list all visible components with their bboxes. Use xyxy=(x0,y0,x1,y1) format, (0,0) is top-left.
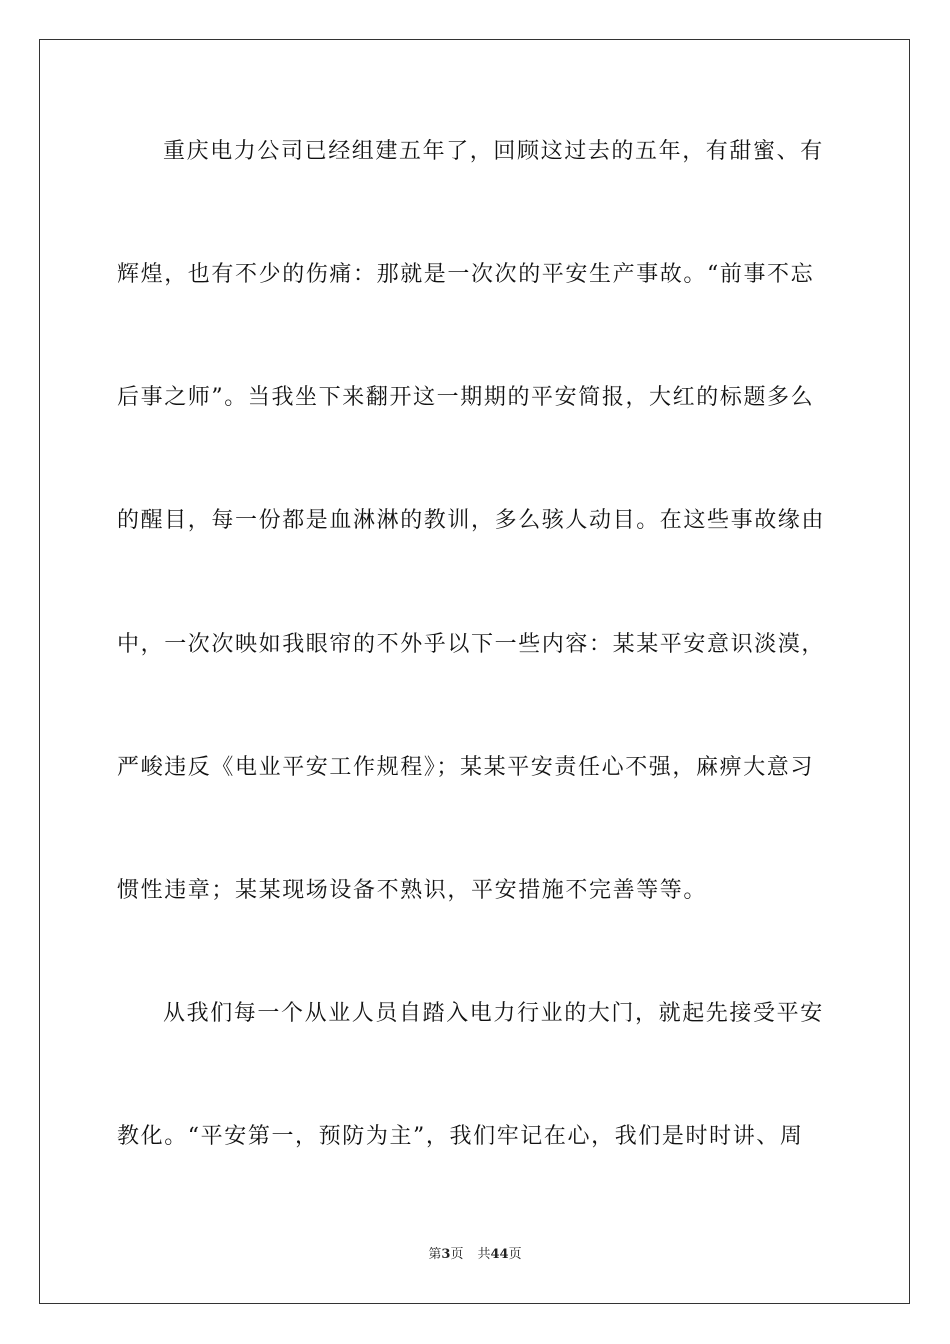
page-border xyxy=(39,39,910,1304)
text-line: 重庆电力公司已经组建五年了，回顾这过去的五年，有甜蜜、有 xyxy=(163,139,824,164)
text-line: 后事之师”。当我坐下来翻开这一期期的平安简报，大红的标题多么 xyxy=(117,385,815,410)
page-prefix: 第 xyxy=(428,1247,442,1262)
total-prefix: 共 xyxy=(477,1247,491,1262)
text-line: 惯性违章；某某现场设备不熟识，平安措施不完善等等。 xyxy=(117,878,708,903)
page-suffix: 页 xyxy=(450,1247,464,1262)
page-footer xyxy=(0,1247,950,1263)
page-number: 3 xyxy=(441,1247,451,1262)
text-line: 教化。“平安第一，预防为主”，我们牢记在心，我们是时时讲、周 xyxy=(117,1124,804,1149)
total-suffix: 页 xyxy=(508,1247,522,1262)
total-pages: 44 xyxy=(490,1247,509,1262)
text-line: 中，一次次映如我眼帘的不外乎以下一些内容：某某平安意识淡漠， xyxy=(117,632,826,657)
text-line: 严峻违反《电业平安工作规程》；某某平安责任心不强，麻痹大意习 xyxy=(117,755,815,780)
text-line: 从我们每一个从业人员自踏入电力行业的大门，就起先接受平安 xyxy=(163,1001,824,1026)
text-line: 的醒目，每一份都是血淋淋的教训，多么骇人动目。在这些事故缘由 xyxy=(117,508,826,533)
text-line: 辉煌，也有不少的伤痛：那就是一次次的平安生产事故。“前事不忘 xyxy=(117,262,815,287)
